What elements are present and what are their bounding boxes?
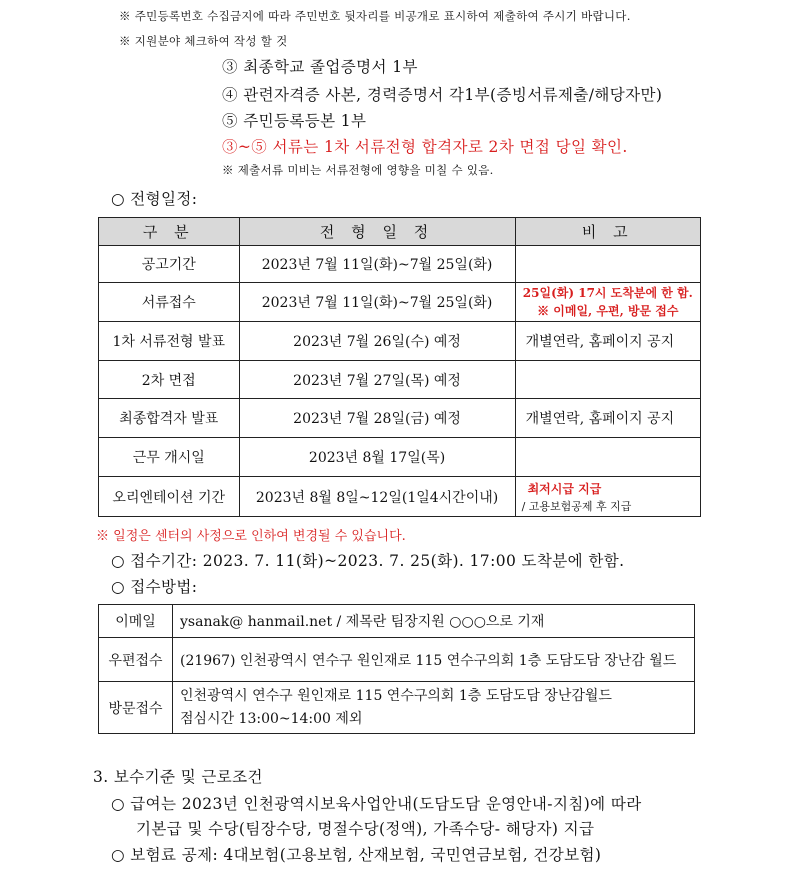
salary-line: ○ 급여는 2023년 인천광역시보육사업안내(도담도담 운영안내-지침)에 따라 [111, 795, 642, 813]
table-header-row [99, 218, 701, 246]
document-item: ⑤ 주민등록등본 1부 [222, 112, 367, 130]
cell-date: 2023년 7월 26일(수) 예정 [239, 322, 515, 361]
table-row [99, 438, 701, 477]
table-row [99, 322, 701, 361]
note-line: 최저시급 지급 [527, 481, 602, 496]
documents-red-note: ③~⑤ 서류는 1차 서류전형 합격자로 2차 면접 당일 확인. [222, 138, 628, 156]
method-value-line: 인천광역시 연수구 원인재로 115 연수구의회 1층 도담도담 장난감월드 [180, 687, 612, 704]
cell-date: 2023년 8월 8일~12일(1일4시간이내) [239, 477, 515, 517]
method-value [173, 682, 695, 734]
reception-period: ○ 접수기간: 2023. 7. 11(화)~2023. 7. 25(화). 17:00 도착분에 한함. [111, 552, 625, 570]
section3-title: 3. 보수기준 및 근로조건 [93, 768, 263, 786]
cell-category: 공고기간 [99, 246, 240, 283]
cell-category: 1차 서류전형 발표 [99, 322, 240, 361]
method-value: ysanak@ hanmail.net / 제목란 팀장지원 ○○○으로 기재 [173, 605, 695, 638]
cell-note: 개별연락, 홈페이지 공지 [515, 399, 700, 438]
table-row [99, 682, 695, 734]
cell-category: 오리엔테이션 기간 [99, 477, 240, 517]
table-row [99, 399, 701, 438]
cell-note [515, 246, 700, 283]
table-row [99, 477, 701, 517]
table-row [99, 638, 695, 682]
cell-category: 근무 개시일 [99, 438, 240, 477]
resident-number-note: ※ 주민등록번호 수집금지에 따라 주민번호 뒷자리를 비공개로 표시하여 제출하여 주시기 바랍니다. [119, 9, 631, 23]
cell-note [515, 283, 700, 322]
method-label: 이메일 [99, 605, 173, 638]
cell-note [515, 477, 700, 517]
reception-methods-table [98, 604, 695, 734]
insurance-line: ○ 보험료 공제: 4대보험(고용보험, 산재보험, 국민연금보험, 건강보험) [111, 846, 602, 864]
document-item: ④ 관련자격증 사본, 경력증명서 각1부(증빙서류제출/해당자만) [222, 86, 663, 104]
method-label: 우편접수 [99, 638, 173, 682]
cell-category: 최종합격자 발표 [99, 399, 240, 438]
cell-date: 2023년 7월 28일(금) 예정 [239, 399, 515, 438]
schedule-change-note: ※ 일정은 센터의 사정으로 인하여 변경될 수 있습니다. [96, 529, 406, 544]
document-item: ③ 최종학교 졸업증명서 1부 [222, 58, 418, 76]
field-check-note: ※ 지원분야 체크하여 작성 할 것 [119, 34, 288, 48]
cell-note [515, 438, 700, 477]
table-row [99, 246, 701, 283]
cell-date: 2023년 7월 11일(화)~7월 25일(화) [239, 283, 515, 322]
note-line: ※ 이메일, 우편, 방문 접수 [537, 304, 679, 318]
reception-method-heading: ○ 접수방법: [111, 578, 198, 596]
salary-line: 기본급 및 수당(팀장수당, 명절수당(정액), 가족수당- 해당자) 지급 [136, 820, 595, 838]
table-row [99, 605, 695, 638]
table-row [99, 361, 701, 399]
cell-date: 2023년 7월 27일(목) 예정 [239, 361, 515, 399]
cell-category: 서류접수 [99, 283, 240, 322]
method-label: 방문접수 [99, 682, 173, 734]
header-note: 비 고 [515, 218, 700, 246]
header-date: 전 형 일 정 [239, 218, 515, 246]
schedule-heading: ○ 전형일정: [111, 190, 198, 208]
note-line: 25일(화) 17시 도착분에 한 함. [522, 286, 693, 300]
cell-date: 2023년 8월 17일(목) [239, 438, 515, 477]
schedule-table [98, 217, 701, 517]
cell-note: 개별연락, 홈페이지 공지 [515, 322, 700, 361]
documents-warning: ※ 제출서류 미비는 서류전형에 영향을 미칠 수 있음. [222, 163, 494, 177]
note-line: / 고용보험공제 후 지급 [521, 499, 632, 513]
cell-note [515, 361, 700, 399]
table-row [99, 283, 701, 322]
header-category: 구 분 [99, 218, 240, 246]
method-value: (21967) 인천광역시 연수구 원인재로 115 연수구의회 1층 도담도담 장난감 월드 [173, 638, 695, 682]
cell-category: 2차 면접 [99, 361, 240, 399]
cell-date: 2023년 7월 11일(화)~7월 25일(화) [239, 246, 515, 283]
method-value-line: 점심시간 13:00~14:00 제외 [180, 710, 363, 727]
